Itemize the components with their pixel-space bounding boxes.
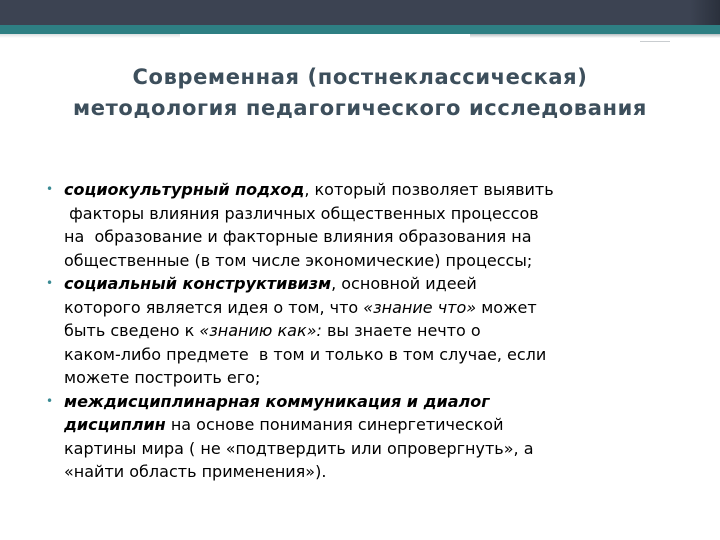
bullet-icon: • <box>46 276 54 290</box>
item-text: может <box>476 297 537 317</box>
item-text: которого является идея о том, что <box>64 297 364 317</box>
quote-knowing-how: «знанию как»: <box>199 321 322 340</box>
item-line <box>64 272 686 296</box>
header-shadow-left <box>0 34 180 38</box>
item-text: картины мира ( не «подтвердить или опровергнуть», а <box>64 438 534 458</box>
item-text: «найти область применения»). <box>64 462 327 481</box>
term-disciplines: дисциплин <box>64 415 166 434</box>
list-item-sociocultural <box>46 178 686 272</box>
item-line <box>64 178 686 202</box>
header-shadow-right <box>470 34 720 38</box>
item-line <box>64 319 686 343</box>
item-text: факторы влияния различных общественных процессов <box>64 203 539 223</box>
header-teal-bar <box>0 25 720 34</box>
header-accent-line <box>640 41 670 42</box>
header-bar-shade <box>690 0 720 25</box>
item-line <box>64 296 686 320</box>
item-text: вы знаете нечто о <box>321 321 481 340</box>
slide-title <box>20 62 700 124</box>
item-text: можете построить его; <box>64 368 261 387</box>
title-line-1: Современная (постнеклассическая) <box>132 65 588 89</box>
bullet-list <box>46 178 686 484</box>
term-sociocultural-approach: социокультурный подход <box>64 180 305 199</box>
item-text: быть сведено к <box>64 321 200 340</box>
title-line-2: методология педагогического исследования <box>73 96 647 120</box>
list-item-constructivism <box>46 272 686 390</box>
item-text: , основной идеей <box>331 274 477 293</box>
item-text: на основе понимания синергетической <box>165 415 504 434</box>
header-dark-bar <box>0 0 720 25</box>
bullet-icon: • <box>46 182 54 196</box>
term-social-constructivism: социальный конструктивизм <box>64 274 332 293</box>
item-text: , который позволяет выявить <box>304 180 554 199</box>
quote-knowing-that: «знание что» <box>363 297 477 317</box>
item-text: на образование и факторные влияния образования на <box>64 227 532 246</box>
list-item-interdisciplinary <box>46 390 686 484</box>
item-line <box>64 413 686 437</box>
item-text: каком-либо предмете в том и только в том случае, если <box>64 344 547 364</box>
item-text: общественные (в том числе экономические) процессы; <box>64 250 533 270</box>
term-interdisciplinary-communication: междисциплинарная коммуникация и диалог <box>64 391 490 411</box>
bullet-icon: • <box>46 393 54 408</box>
